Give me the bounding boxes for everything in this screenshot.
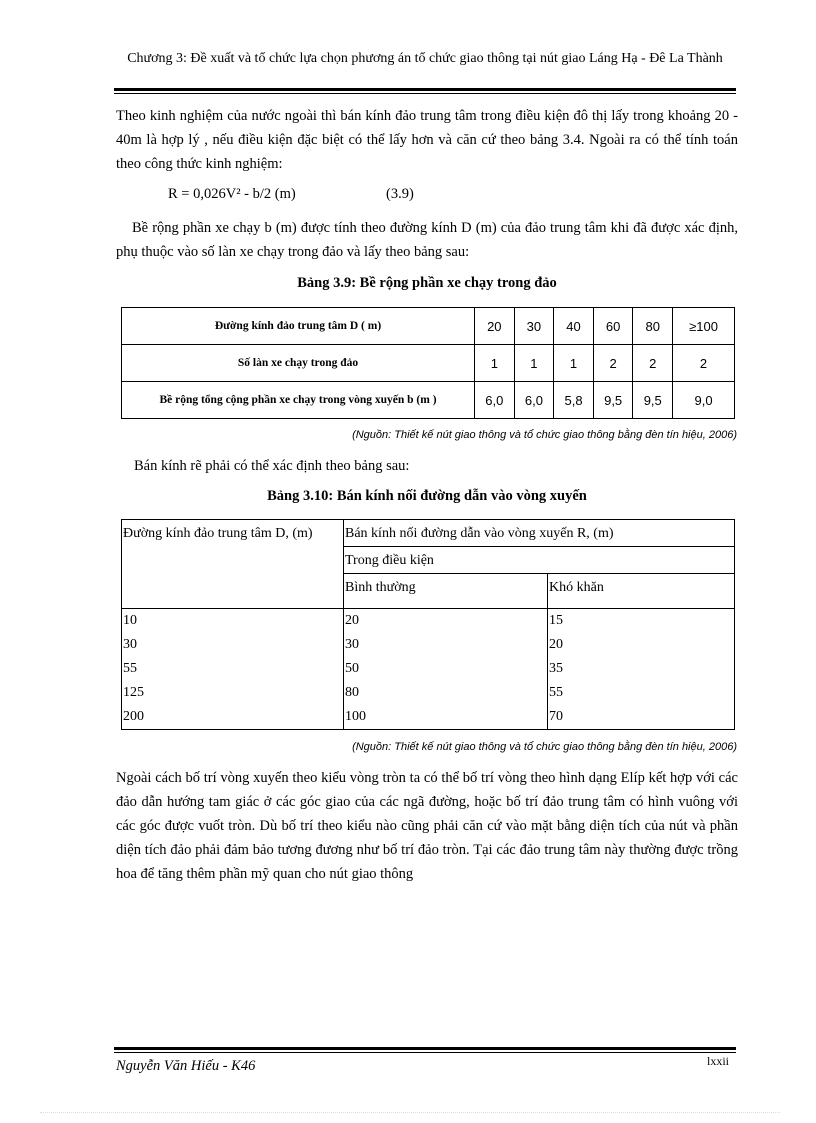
footer-author: Nguyễn Văn Hiếu - K46 (116, 1058, 256, 1074)
paragraph-1: Theo kinh nghiệm của nước ngoài thì bán kính đảo trung tâm trong điều kiện đô thị lấy trong khoảng 20 - 40m là hợp lý , nếu điều kiện đặc biệt có thể lấy hơn và căn cứ theo bảng 3.4. Ngoài ra có thể tính toán theo công thức kinh nghiệm: (116, 108, 738, 172)
table-cell: 6,0 (475, 382, 515, 419)
paragraph-4: Ngoài cách bố trí vòng xuyến theo kiểu vòng tròn ta có thể bố trí vòng theo hình dạng Elíp kết hợp với các đảo dẫn hướng tam giác ở các góc giao của các ngã đường, hoặc bố trí đảo trung tâm có hình vuông với các góc được vuốt tròn. Dù bố trí theo kiểu nào cũng phải căn cứ vào mặt bằng diện tích của nút và phần diện tích đảo phải đảm bảo tương đương như bố trí đảo tròn. Tại các đảo trung tâm này thường được trồng hoa để tăng thêm phần mỹ quan cho nút giao thông (116, 770, 738, 882)
table-cell: 9,5 (593, 382, 633, 419)
table-cell: 20 (549, 637, 563, 652)
table-cell: 2 (633, 345, 673, 382)
row-label: Bề rộng tổng cộng phần xe chạy trong vòng xuyến b (m ) (122, 382, 475, 419)
table-row (122, 308, 735, 345)
footer-rule-thick (114, 1047, 736, 1050)
header-rule-thin (114, 93, 736, 94)
page-bottom-dotted-line (40, 1112, 780, 1113)
table-cell: 1 (475, 345, 515, 382)
column-diameter-values (122, 609, 344, 730)
row-label: Số làn xe chạy trong đảo (122, 345, 475, 382)
table-cell: 40 (554, 308, 594, 345)
header-conditions: Trong điều kiện (344, 547, 735, 574)
footer-rule-thin (114, 1052, 736, 1053)
table-row (122, 382, 735, 419)
header-diameter: Đường kính đảo trung tâm D, (m) (122, 520, 344, 609)
table1-source: (Nguồn: Thiết kế nút giao thông và tổ chức giao thông bằng đèn tín hiệu, 2006) (352, 429, 737, 441)
table-cell: 9,5 (633, 382, 673, 419)
table-cell: 5,8 (554, 382, 594, 419)
table1-caption: Bảng 3.9: Bề rộng phần xe chạy trong đảo (297, 275, 557, 291)
table-cell: 2 (593, 345, 633, 382)
table-cell: 55 (123, 661, 137, 676)
header-hard: Khó khăn (548, 574, 735, 609)
table-cell: 1 (554, 345, 594, 382)
paragraph-2: Bề rộng phần xe chạy b (m) được tính theo đường kính D (m) của đảo trung tâm khi đã được xác định, phụ thuộc vào số làn xe chạy trong đảo và lấy theo bảng sau: (116, 220, 738, 260)
header-rule-thick (114, 88, 736, 91)
table-header-row (122, 520, 735, 547)
row-label: Đường kính đảo trung tâm D ( m) (122, 308, 475, 345)
table-cell: 125 (123, 685, 144, 700)
table-cell: 100 (345, 709, 366, 724)
table-cell: 70 (549, 709, 563, 724)
table-cell: 20 (345, 613, 359, 628)
table2-source: (Nguồn: Thiết kế nút giao thông và tổ chức giao thông bằng đèn tín hiệu, 2006) (352, 741, 737, 753)
table-row (122, 345, 735, 382)
table-row (122, 609, 735, 730)
table-cell: 10 (123, 613, 137, 628)
table-cell: 30 (345, 637, 359, 652)
table-cell: 35 (549, 661, 563, 676)
table-cell: 60 (593, 308, 633, 345)
table-cell: 80 (345, 685, 359, 700)
column-hard-values (548, 609, 735, 730)
table-cell: 20 (475, 308, 515, 345)
table-cell: 80 (633, 308, 673, 345)
table-3-9 (121, 307, 735, 419)
table-cell: 1 (514, 345, 554, 382)
page-header-title: Chương 3: Đề xuất và tổ chức lựa chọn phương án tổ chức giao thông tại nút giao Láng Hạ - Đê La Thành (127, 51, 723, 66)
header-normal: Bình thường (344, 574, 548, 609)
table-cell: 6,0 (514, 382, 554, 419)
column-normal-values (344, 609, 548, 730)
table-cell: ≥100 (673, 308, 735, 345)
table-cell: 9,0 (673, 382, 735, 419)
table-cell: 30 (123, 637, 137, 652)
table-cell: 50 (345, 661, 359, 676)
table-cell: 2 (673, 345, 735, 382)
formula-text: R = 0,026V² - b/2 (m) (168, 186, 296, 202)
table-cell: 15 (549, 613, 563, 628)
table2-caption: Bảng 3.10: Bán kính nối đường dẫn vào vòng xuyến (267, 488, 587, 504)
table-cell: 200 (123, 709, 144, 724)
header-radius-group: Bán kính nối đường dẫn vào vòng xuyến R, (m) (344, 520, 735, 547)
table-3-10 (121, 519, 735, 730)
paragraph-3: Bán kính rẽ phải có thể xác định theo bảng sau: (134, 458, 410, 474)
formula-number: (3.9) (386, 186, 414, 202)
formula (168, 186, 414, 203)
table-cell: 30 (514, 308, 554, 345)
footer-page-number: lxxii (707, 1054, 730, 1068)
table-cell: 55 (549, 685, 563, 700)
